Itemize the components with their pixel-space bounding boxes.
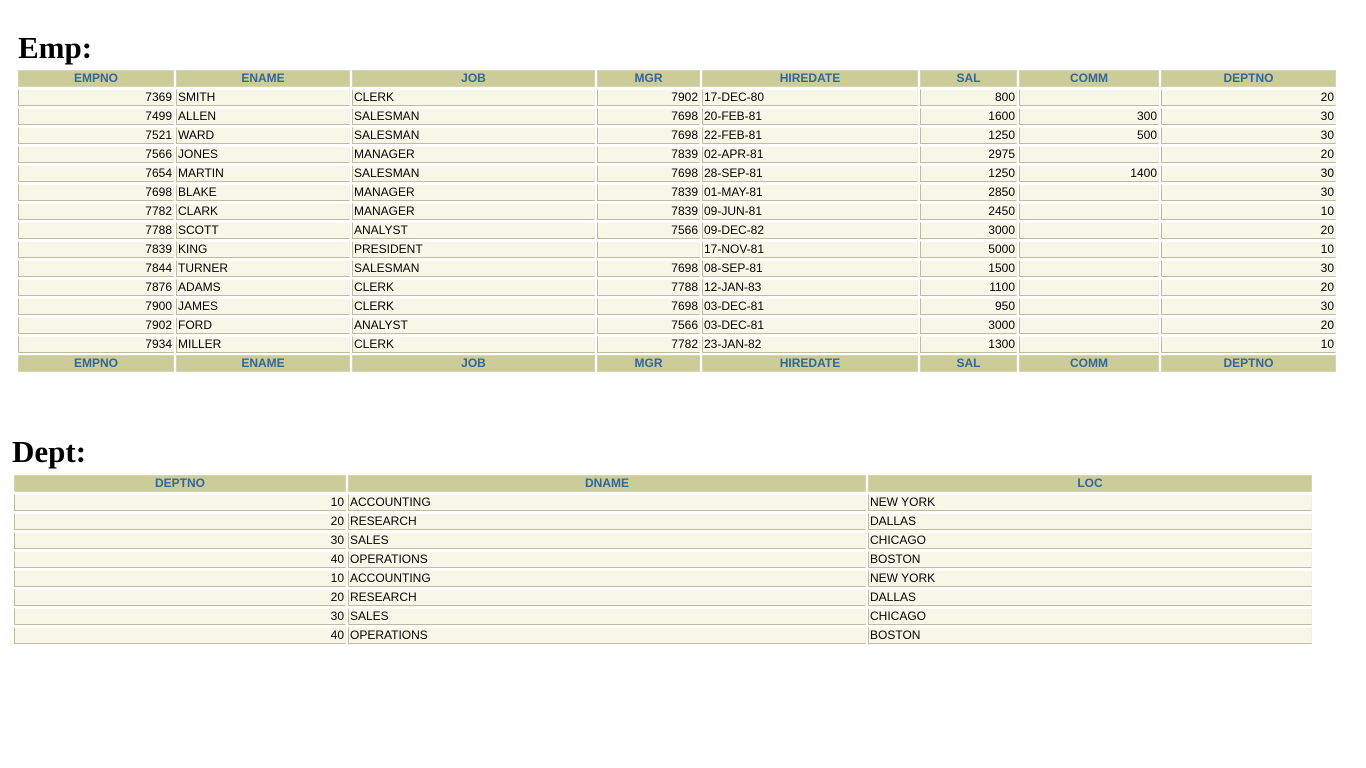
emp-cell-comm: 1400 <box>1019 165 1159 182</box>
emp-cell-empno: 7788 <box>18 222 174 239</box>
emp-col-footer-ename: ENAME <box>176 355 350 372</box>
emp-cell-sal: 1500 <box>920 260 1017 277</box>
emp-cell-deptno: 20 <box>1161 317 1336 334</box>
emp-cell-empno: 7654 <box>18 165 174 182</box>
dept-cell-loc: BOSTON <box>868 551 1312 568</box>
emp-cell-hiredate: 08-SEP-81 <box>702 260 918 277</box>
dept-cell-loc: NEW YORK <box>868 570 1312 587</box>
dept-cell-deptno: 30 <box>14 532 346 549</box>
emp-cell-ename: MILLER <box>176 336 350 353</box>
emp-cell-job: CLERK <box>352 279 595 296</box>
table-row <box>18 146 1336 163</box>
emp-cell-sal: 1100 <box>920 279 1017 296</box>
emp-cell-mgr: 7788 <box>597 279 700 296</box>
emp-col-footer-mgr: MGR <box>597 355 700 372</box>
emp-cell-comm <box>1019 317 1159 334</box>
emp-table <box>16 68 1338 374</box>
emp-table-container <box>16 68 1334 370</box>
emp-col-header-deptno: DEPTNO <box>1161 70 1336 87</box>
emp-header-row <box>18 70 1336 87</box>
emp-cell-comm <box>1019 241 1159 258</box>
dept-cell-deptno: 20 <box>14 513 346 530</box>
emp-col-footer-empno: EMPNO <box>18 355 174 372</box>
emp-cell-job: ANALYST <box>352 222 595 239</box>
table-row <box>18 317 1336 334</box>
emp-cell-deptno: 10 <box>1161 336 1336 353</box>
dept-cell-dname: OPERATIONS <box>348 627 866 644</box>
dept-cell-dname: SALES <box>348 608 866 625</box>
table-row <box>14 608 1312 625</box>
dept-cell-deptno: 40 <box>14 627 346 644</box>
dept-cell-deptno: 10 <box>14 570 346 587</box>
table-row <box>14 551 1312 568</box>
dept-cell-loc: CHICAGO <box>868 608 1312 625</box>
emp-cell-comm: 300 <box>1019 108 1159 125</box>
emp-section-title: Emp: <box>18 30 93 65</box>
emp-cell-job: CLERK <box>352 89 595 106</box>
emp-cell-ename: JONES <box>176 146 350 163</box>
emp-cell-job: SALESMAN <box>352 108 595 125</box>
emp-cell-hiredate: 22-FEB-81 <box>702 127 918 144</box>
dept-table <box>12 473 1314 646</box>
emp-cell-sal: 800 <box>920 89 1017 106</box>
emp-cell-deptno: 30 <box>1161 108 1336 125</box>
emp-cell-hiredate: 28-SEP-81 <box>702 165 918 182</box>
emp-cell-mgr: 7698 <box>597 260 700 277</box>
emp-cell-mgr <box>597 241 700 258</box>
emp-cell-empno: 7369 <box>18 89 174 106</box>
dept-cell-deptno: 30 <box>14 608 346 625</box>
table-row <box>18 203 1336 220</box>
table-row <box>18 298 1336 315</box>
emp-cell-ename: SCOTT <box>176 222 350 239</box>
dept-cell-dname: RESEARCH <box>348 589 866 606</box>
table-row <box>14 494 1312 511</box>
emp-col-header-ename: ENAME <box>176 70 350 87</box>
emp-cell-empno: 7902 <box>18 317 174 334</box>
table-row <box>18 279 1336 296</box>
emp-cell-ename: MARTIN <box>176 165 350 182</box>
emp-col-header-mgr: MGR <box>597 70 700 87</box>
emp-cell-deptno: 20 <box>1161 89 1336 106</box>
emp-cell-empno: 7844 <box>18 260 174 277</box>
dept-cell-dname: ACCOUNTING <box>348 494 866 511</box>
dept-header-row <box>14 475 1312 492</box>
emp-cell-job: SALESMAN <box>352 260 595 277</box>
dept-cell-loc: DALLAS <box>868 513 1312 530</box>
table-row <box>18 108 1336 125</box>
emp-cell-hiredate: 09-JUN-81 <box>702 203 918 220</box>
emp-cell-ename: ADAMS <box>176 279 350 296</box>
emp-cell-sal: 1600 <box>920 108 1017 125</box>
table-row <box>14 589 1312 606</box>
table-row <box>18 165 1336 182</box>
emp-cell-deptno: 10 <box>1161 203 1336 220</box>
emp-cell-comm <box>1019 184 1159 201</box>
emp-cell-mgr: 7902 <box>597 89 700 106</box>
emp-cell-comm <box>1019 279 1159 296</box>
emp-cell-mgr: 7698 <box>597 298 700 315</box>
emp-col-header-hiredate: HIREDATE <box>702 70 918 87</box>
emp-cell-comm: 500 <box>1019 127 1159 144</box>
emp-col-footer-hiredate: HIREDATE <box>702 355 918 372</box>
dept-cell-loc: DALLAS <box>868 589 1312 606</box>
emp-cell-hiredate: 01-MAY-81 <box>702 184 918 201</box>
emp-cell-hiredate: 17-NOV-81 <box>702 241 918 258</box>
emp-cell-empno: 7839 <box>18 241 174 258</box>
emp-footer-header-row <box>18 355 1336 372</box>
dept-table-container <box>12 473 1310 645</box>
emp-col-header-empno: EMPNO <box>18 70 174 87</box>
emp-cell-comm <box>1019 89 1159 106</box>
table-row <box>18 260 1336 277</box>
emp-cell-ename: SMITH <box>176 89 350 106</box>
emp-cell-hiredate: 02-APR-81 <box>702 146 918 163</box>
emp-cell-sal: 3000 <box>920 317 1017 334</box>
emp-cell-mgr: 7839 <box>597 184 700 201</box>
table-row <box>14 532 1312 549</box>
emp-cell-comm <box>1019 146 1159 163</box>
emp-cell-deptno: 20 <box>1161 279 1336 296</box>
emp-cell-deptno: 20 <box>1161 222 1336 239</box>
emp-col-header-job: JOB <box>352 70 595 87</box>
emp-cell-sal: 1300 <box>920 336 1017 353</box>
table-row <box>18 336 1336 353</box>
emp-cell-sal: 1250 <box>920 127 1017 144</box>
emp-cell-empno: 7521 <box>18 127 174 144</box>
emp-cell-ename: JAMES <box>176 298 350 315</box>
emp-cell-hiredate: 20-FEB-81 <box>702 108 918 125</box>
emp-cell-ename: BLAKE <box>176 184 350 201</box>
emp-cell-comm <box>1019 336 1159 353</box>
emp-cell-deptno: 30 <box>1161 260 1336 277</box>
emp-cell-mgr: 7698 <box>597 165 700 182</box>
emp-cell-deptno: 20 <box>1161 146 1336 163</box>
emp-cell-sal: 2975 <box>920 146 1017 163</box>
emp-cell-hiredate: 23-JAN-82 <box>702 336 918 353</box>
emp-col-footer-job: JOB <box>352 355 595 372</box>
emp-cell-sal: 3000 <box>920 222 1017 239</box>
emp-cell-job: ANALYST <box>352 317 595 334</box>
emp-cell-empno: 7698 <box>18 184 174 201</box>
emp-cell-ename: KING <box>176 241 350 258</box>
emp-col-footer-deptno: DEPTNO <box>1161 355 1336 372</box>
emp-cell-comm <box>1019 222 1159 239</box>
emp-col-footer-sal: SAL <box>920 355 1017 372</box>
emp-cell-empno: 7499 <box>18 108 174 125</box>
emp-cell-deptno: 30 <box>1161 298 1336 315</box>
table-row <box>18 127 1336 144</box>
emp-cell-empno: 7900 <box>18 298 174 315</box>
emp-cell-ename: WARD <box>176 127 350 144</box>
dept-cell-deptno: 40 <box>14 551 346 568</box>
dept-cell-deptno: 20 <box>14 589 346 606</box>
emp-cell-job: SALESMAN <box>352 127 595 144</box>
emp-cell-deptno: 30 <box>1161 165 1336 182</box>
emp-col-header-comm: COMM <box>1019 70 1159 87</box>
emp-cell-job: PRESIDENT <box>352 241 595 258</box>
dept-col-header-deptno: DEPTNO <box>14 475 346 492</box>
emp-cell-hiredate: 12-JAN-83 <box>702 279 918 296</box>
emp-cell-mgr: 7782 <box>597 336 700 353</box>
dept-cell-dname: ACCOUNTING <box>348 570 866 587</box>
emp-cell-job: CLERK <box>352 336 595 353</box>
emp-cell-ename: ALLEN <box>176 108 350 125</box>
table-row <box>18 89 1336 106</box>
emp-cell-empno: 7934 <box>18 336 174 353</box>
emp-cell-hiredate: 03-DEC-81 <box>702 317 918 334</box>
emp-cell-mgr: 7839 <box>597 203 700 220</box>
emp-col-footer-comm: COMM <box>1019 355 1159 372</box>
dept-section-title: Dept: <box>12 434 87 469</box>
emp-cell-hiredate: 03-DEC-81 <box>702 298 918 315</box>
dept-col-header-loc: LOC <box>868 475 1312 492</box>
emp-cell-empno: 7876 <box>18 279 174 296</box>
emp-cell-mgr: 7566 <box>597 317 700 334</box>
dept-cell-deptno: 10 <box>14 494 346 511</box>
emp-cell-ename: FORD <box>176 317 350 334</box>
emp-cell-mgr: 7566 <box>597 222 700 239</box>
emp-cell-comm <box>1019 203 1159 220</box>
emp-cell-comm <box>1019 298 1159 315</box>
table-row <box>18 222 1336 239</box>
emp-cell-job: MANAGER <box>352 184 595 201</box>
emp-cell-comm <box>1019 260 1159 277</box>
emp-cell-job: CLERK <box>352 298 595 315</box>
emp-cell-deptno: 10 <box>1161 241 1336 258</box>
emp-cell-job: MANAGER <box>352 146 595 163</box>
table-row <box>14 627 1312 644</box>
emp-cell-empno: 7566 <box>18 146 174 163</box>
dept-cell-loc: BOSTON <box>868 627 1312 644</box>
dept-cell-dname: OPERATIONS <box>348 551 866 568</box>
emp-cell-ename: CLARK <box>176 203 350 220</box>
emp-cell-sal: 950 <box>920 298 1017 315</box>
table-row <box>14 570 1312 587</box>
dept-cell-loc: CHICAGO <box>868 532 1312 549</box>
emp-cell-job: MANAGER <box>352 203 595 220</box>
dept-cell-dname: RESEARCH <box>348 513 866 530</box>
table-row <box>18 241 1336 258</box>
emp-cell-sal: 2450 <box>920 203 1017 220</box>
emp-cell-deptno: 30 <box>1161 127 1336 144</box>
emp-cell-empno: 7782 <box>18 203 174 220</box>
table-row <box>18 184 1336 201</box>
emp-cell-hiredate: 09-DEC-82 <box>702 222 918 239</box>
emp-col-header-sal: SAL <box>920 70 1017 87</box>
table-row <box>14 513 1312 530</box>
emp-cell-sal: 2850 <box>920 184 1017 201</box>
emp-cell-sal: 1250 <box>920 165 1017 182</box>
emp-cell-mgr: 7839 <box>597 146 700 163</box>
emp-cell-sal: 5000 <box>920 241 1017 258</box>
emp-cell-mgr: 7698 <box>597 127 700 144</box>
dept-cell-loc: NEW YORK <box>868 494 1312 511</box>
emp-cell-ename: TURNER <box>176 260 350 277</box>
dept-col-header-dname: DNAME <box>348 475 866 492</box>
emp-cell-job: SALESMAN <box>352 165 595 182</box>
emp-cell-hiredate: 17-DEC-80 <box>702 89 918 106</box>
emp-cell-deptno: 30 <box>1161 184 1336 201</box>
emp-cell-mgr: 7698 <box>597 108 700 125</box>
dept-cell-dname: SALES <box>348 532 866 549</box>
